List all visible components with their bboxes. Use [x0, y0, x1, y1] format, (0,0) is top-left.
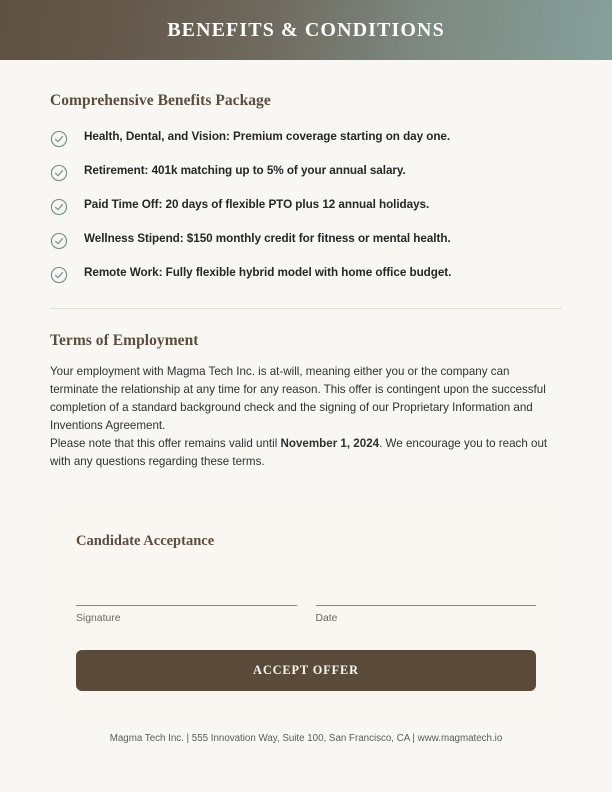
benefit-item-text: Wellness Stipend: $150 monthly credit for fitness or mental health. [84, 232, 451, 245]
benefit-list-item [50, 196, 562, 216]
terms-paragraph-two [50, 435, 560, 471]
check-circle-icon [50, 198, 68, 216]
check-circle-icon [50, 266, 68, 284]
benefit-item-text: Health, Dental, and Vision: Premium coverage starting on day one. [84, 130, 451, 143]
page-footer: Magma Tech Inc. | 555 Innovation Way, Suite 100, San Francisco, CA | www.magmatech.io [109, 733, 503, 744]
signature-label: Signature [76, 613, 121, 624]
page-header-banner [0, 0, 612, 60]
candidate-acceptance-title: Candidate Acceptance [76, 533, 215, 549]
offer-deadline-date: November 1, 2024 [280, 437, 380, 450]
benefit-list-item [50, 230, 562, 250]
check-circle-icon [50, 164, 68, 182]
page-content [0, 60, 612, 744]
check-circle-icon [50, 232, 68, 250]
benefits-list [50, 110, 562, 284]
check-circle-icon [50, 130, 68, 148]
date-field-group [316, 604, 537, 624]
candidate-acceptance-card [50, 505, 562, 717]
terms-validity-prefix: Please note that this offer remains valid until [50, 437, 281, 450]
signature-field-group [76, 604, 297, 624]
date-label: Date [315, 613, 338, 624]
benefit-item-text: Retirement: 401k matching up to 5% of your annual salary. [84, 164, 406, 177]
page-title: BENEFITS & CONDITIONS [167, 18, 445, 41]
terms-validity-suffix: . We encourage you to reach out with any questions regarding these terms. [50, 437, 548, 468]
benefit-list-item [50, 128, 562, 148]
benefits-section-heading: Comprehensive Benefits Package [50, 92, 271, 109]
benefit-item-text: Paid Time Off: 20 days of flexible PTO plus 12 annual holidays. [84, 198, 430, 211]
terms-section-heading: Terms of Employment [50, 332, 199, 349]
benefit-list-item [50, 162, 562, 182]
accept-offer-button[interactable]: ACCEPT OFFER [76, 650, 536, 691]
terms-paragraph-one: Your employment with Magma Tech Inc. is at-will, meaning either you or the company can terminate the relationship at any time for any reason. This offer is contingent upon the successful completion of a standard background check and the signing of our Proprietary Information and Inventions Agreement. [50, 365, 546, 432]
benefit-list-item [50, 264, 562, 284]
benefit-item-text: Remote Work: Fully flexible hybrid model with home office budget. [84, 266, 452, 279]
signature-row [76, 604, 536, 624]
